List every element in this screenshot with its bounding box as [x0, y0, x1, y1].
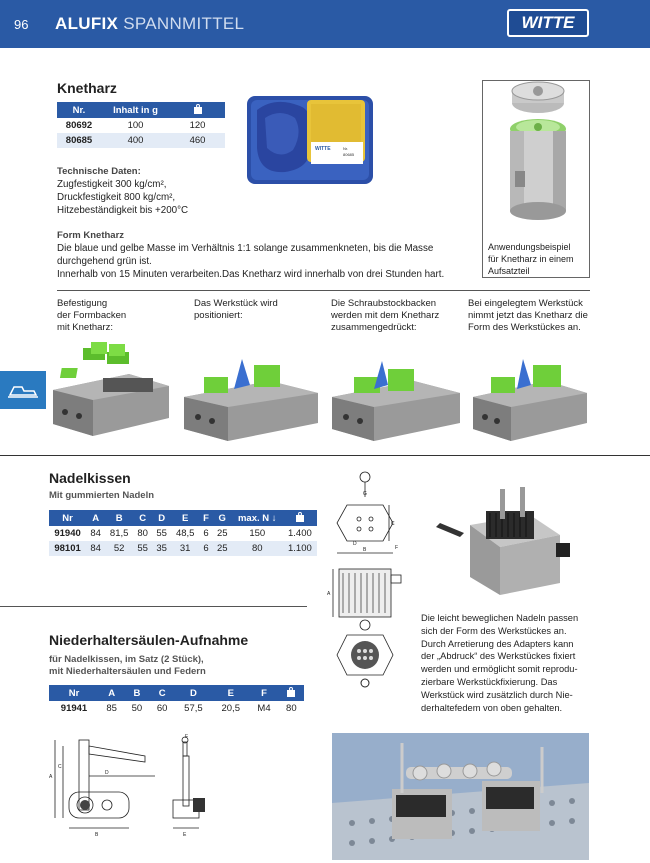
vise-category-tab[interactable]: [0, 371, 46, 409]
svg-text:C: C: [58, 764, 62, 770]
nadelkissen-table: Nr A B C D E F G max. N ↓ 91940 84 81,5 80 55 48,5 6 25 150 1.400 98101 84 52 55 35 31 6 25 80 1.100: [49, 510, 317, 556]
tech-title: Technische Daten:: [57, 166, 141, 177]
title-light: SPANNMITTEL: [123, 14, 245, 33]
niederhalter-drawing: [45, 732, 215, 844]
col-inhalt: Inhalt in g: [101, 102, 170, 118]
application-example-box: [482, 80, 590, 278]
table-row: 80692 100 120: [65, 120, 206, 131]
tech-line: Hitzebeständigkeit bis +200°C: [57, 205, 189, 216]
svg-text:WITTE: WITTE: [315, 146, 331, 152]
tech-line: Zugfestigkeit 300 kg/cm²,: [57, 179, 167, 190]
step-image-1: [47, 338, 175, 440]
svg-text:C: C: [391, 521, 395, 527]
nadelkissen-title: Nadelkissen: [49, 470, 131, 486]
svg-text:D: D: [105, 770, 109, 776]
page-header: [0, 0, 650, 48]
weight-icon: [279, 685, 304, 701]
divider: [57, 290, 590, 291]
nadelkissen-description: Die leicht beweglichen Nadeln passen sich der Form des Werkstückes an. Durch Arretierung des Adapters kann der „Abdruck“ des Werkstückes fixiert werden und ermöglicht somit reprodu- zierbare Werkstückfixierung. Das Werkstück wird zusätzlich durch Nie- derhaltefedem von oben gehalten.: [421, 613, 579, 713]
table-row: 91941 85 50 60 57,5 20,5 M4 80: [60, 703, 297, 714]
form-knetharz-text: [57, 229, 477, 281]
niederhalter-photo: [332, 733, 589, 860]
form-title: Form Knetharz: [57, 230, 125, 241]
svg-text:E: E: [183, 832, 187, 838]
table-row: 91940 84 81,5 80 55 48,5 6 25 150 1.400: [54, 528, 312, 539]
form-line: Die blaue und gelbe Masse im Verhältnis 1:1 solange zusammenkneten, bis die Masse: [57, 243, 434, 254]
svg-text:A: A: [49, 774, 53, 780]
niederhalter-subtitle: für Nadelkissen, im Satz (2 Stück), mit Niederhaltersäulen und Federn: [49, 654, 206, 677]
table-row: 80685 400 460: [57, 133, 225, 148]
nadelkissen-photo: [430, 485, 575, 605]
divider: [0, 606, 307, 607]
weight-icon: [170, 102, 225, 118]
col-nr: Nr.: [57, 102, 101, 118]
form-line: durchgehend grün ist.: [57, 256, 152, 267]
example-caption: Anwendungsbeispiel für Knetharz in einem Aufsatzteil: [488, 242, 574, 276]
tech-line: Druckfestigkeit 800 kg/cm²,: [57, 192, 176, 203]
nadelkissen-subtitle: Mit gummierten Nadeln: [49, 490, 155, 501]
svg-text:F: F: [395, 545, 399, 551]
svg-text:F: F: [185, 734, 189, 740]
knetharz-title: Knetharz: [57, 80, 117, 96]
step-caption-2: Das Werkstück wird positioniert:: [194, 298, 278, 321]
step-caption-4: Bei eingelegtem Werkstück nimmt jetzt das Knetharz die Form des Werkstückes an.: [468, 298, 588, 333]
divider: [0, 455, 650, 456]
svg-text:B: B: [363, 547, 367, 553]
step-image-3: [326, 345, 466, 443]
fixture-image: [483, 81, 589, 231]
svg-text:G: G: [363, 491, 367, 497]
step-caption-3: Die Schraubstockbacken werden mit dem Knetharz zusammengedrückt:: [331, 298, 440, 333]
svg-text:Nr.: Nr.: [343, 146, 349, 151]
svg-text:B: B: [95, 832, 99, 838]
tech-data: [57, 165, 188, 217]
knetharz-table: [57, 102, 225, 148]
svg-text:D: D: [353, 541, 357, 547]
svg-text:80685: 80685: [343, 152, 355, 157]
nadelkissen-drawing: [325, 465, 405, 690]
niederhalter-table: Nr A B C D E F 91941 85 50 60 57,5 20,5 M4 80: [49, 685, 304, 716]
step-caption-1: Befestigung der Formbacken mit Knetharz:: [57, 298, 127, 333]
step-image-2: [178, 345, 324, 443]
svg-text:A: A: [327, 591, 331, 597]
form-line: Innerhalb von 15 Minuten verarbeiten.Das Knetharz wird innerhalb von drei Stunden hart.: [57, 269, 445, 280]
vise-icon: [0, 371, 46, 409]
weight-icon: [283, 510, 317, 526]
table-row: 98101 84 52 55 35 31 6 25 80 1.100: [49, 541, 317, 556]
niederhalter-title: Niederhaltersäulen-Aufnahme: [49, 632, 249, 648]
step-image-4: [467, 345, 593, 443]
witte-logo: WITTE: [507, 9, 589, 37]
page-number: 96: [14, 17, 29, 32]
catalog-title: [55, 14, 244, 34]
title-bold: ALUFIX: [55, 14, 119, 33]
knetharz-package-image: [245, 88, 375, 188]
